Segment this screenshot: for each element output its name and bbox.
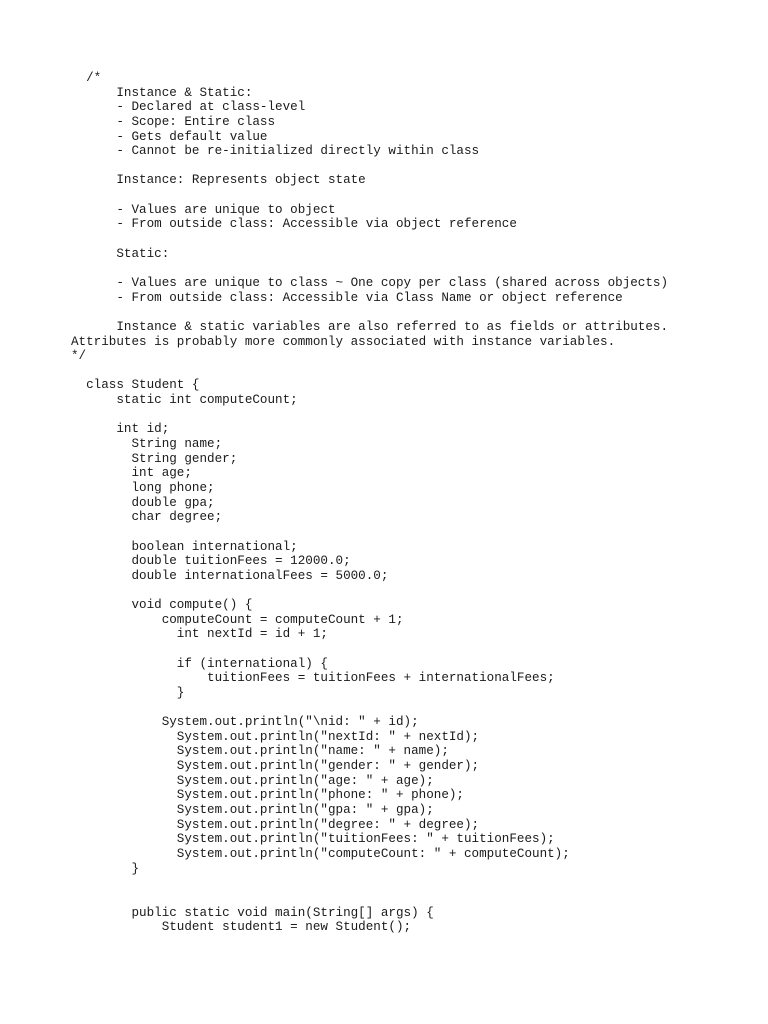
code-line: - Cannot be re-initialized directly within class <box>71 144 480 159</box>
code-line: - Declared at class-level <box>71 100 306 115</box>
code-line: } <box>71 861 140 876</box>
code-line: - Gets default value <box>71 129 268 144</box>
code-line: } <box>71 685 185 700</box>
code-line: System.out.println("\nid: " + id); <box>71 715 419 730</box>
code-document <box>71 71 751 935</box>
code-line <box>71 261 751 276</box>
code-line: Instance & static variables are also referred to as fields or attributes. <box>71 319 669 334</box>
code-line: char degree; <box>71 510 223 525</box>
code-line <box>71 891 751 906</box>
code-line: System.out.println("gpa: " + gpa); <box>71 803 434 818</box>
code-line: System.out.println("gender: " + gender); <box>71 759 480 774</box>
code-line: long phone; <box>71 480 215 495</box>
code-line: /* <box>71 71 102 85</box>
code-line: public static void main(String[] args) { <box>71 905 434 920</box>
code-line: - Values are unique to class ~ One copy per class (shared across objects) <box>71 275 669 290</box>
code-line: - From outside class: Accessible via object reference <box>71 217 517 232</box>
code-line: */ <box>71 349 87 364</box>
code-line: System.out.println("age: " + age); <box>71 773 434 788</box>
code-line <box>71 876 751 891</box>
code-line: System.out.println("name: " + name); <box>71 744 449 759</box>
code-line: int age; <box>71 466 192 481</box>
code-line: - Scope: Entire class <box>71 114 276 129</box>
code-line: - Values are unique to object <box>71 202 336 217</box>
code-line <box>71 701 751 716</box>
code-line: String gender; <box>71 451 238 466</box>
code-line <box>71 583 751 598</box>
code-line: double internationalFees = 5000.0; <box>71 568 389 583</box>
code-line: System.out.println("tuitionFees: " + tuitionFees); <box>71 832 555 847</box>
code-line: Instance & Static: <box>71 85 253 100</box>
code-line: tuitionFees = tuitionFees + internationalFees; <box>71 671 555 686</box>
code-line: if (international) { <box>71 656 328 671</box>
code-line <box>71 305 751 320</box>
code-line <box>71 364 751 379</box>
code-line <box>71 232 751 247</box>
code-line: Student student1 = new Student(); <box>71 920 412 935</box>
code-line: boolean international; <box>71 539 298 554</box>
code-line: int id; <box>71 422 170 437</box>
code-line: String name; <box>71 437 223 452</box>
code-line: void compute() { <box>71 598 253 613</box>
code-line <box>71 159 751 174</box>
code-line: int nextId = id + 1; <box>71 627 328 642</box>
code-line: System.out.println("computeCount: " + computeCount); <box>71 846 570 861</box>
code-line <box>71 188 751 203</box>
code-line: System.out.println("degree: " + degree); <box>71 817 480 832</box>
code-line: System.out.println("nextId: " + nextId); <box>71 729 480 744</box>
code-line <box>71 642 751 657</box>
code-line: double tuitionFees = 12000.0; <box>71 554 351 569</box>
code-line: static int computeCount; <box>71 393 298 408</box>
code-line: - From outside class: Accessible via Class Name or object reference <box>71 290 623 305</box>
code-line <box>71 525 751 540</box>
code-line <box>71 408 751 423</box>
code-line: System.out.println("phone: " + phone); <box>71 788 464 803</box>
code-line: Attributes is probably more commonly associated with instance variables. <box>71 334 616 349</box>
code-line: Static: <box>71 246 170 261</box>
code-line: computeCount = computeCount + 1; <box>71 612 404 627</box>
code-line: class Student { <box>71 378 200 393</box>
code-line: Instance: Represents object state <box>71 173 366 188</box>
code-line: double gpa; <box>71 495 215 510</box>
